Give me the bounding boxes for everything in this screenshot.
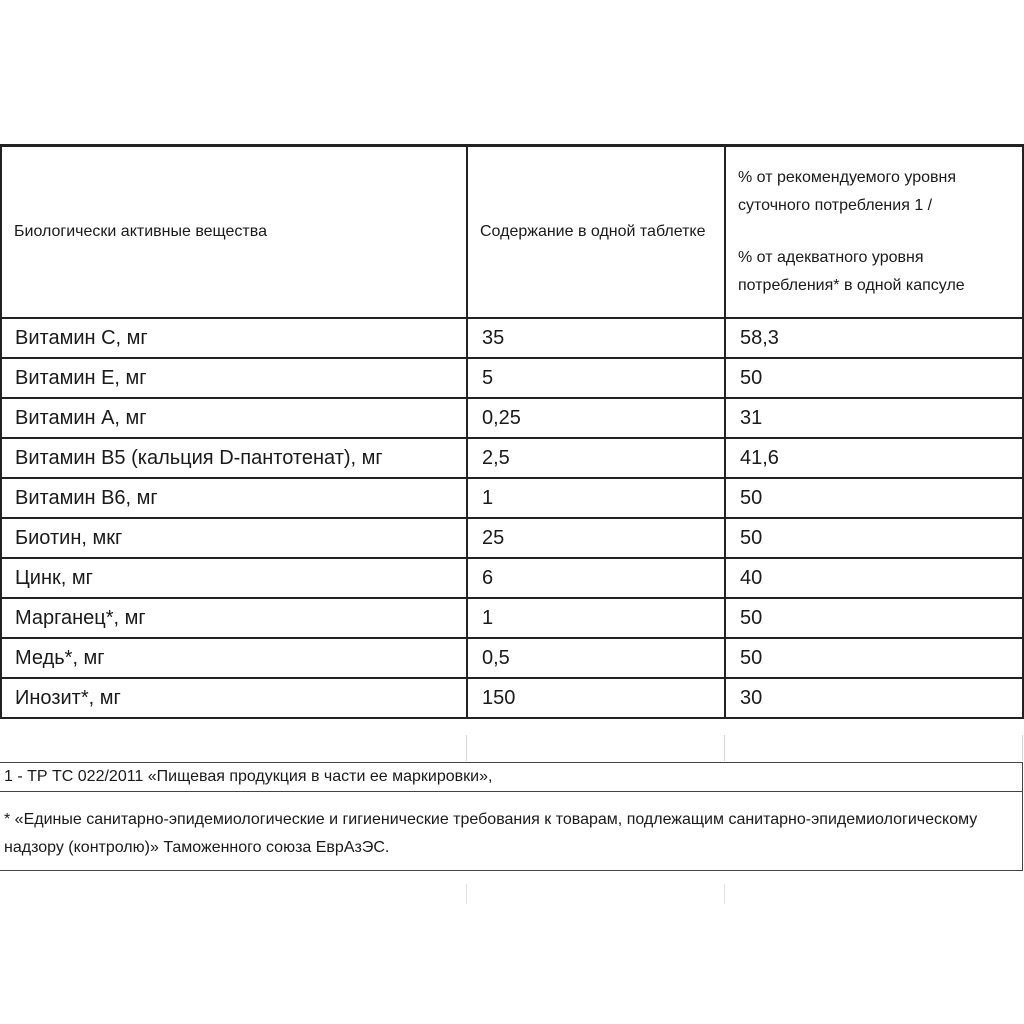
table-row — [1, 358, 1023, 398]
substance-name-cell: Биотин, мкг — [1, 518, 467, 558]
header-spacer — [738, 220, 1010, 244]
table-row — [1, 598, 1023, 638]
grid-line — [724, 735, 725, 761]
table-row — [1, 478, 1023, 518]
percent-value-cell: 50 — [725, 358, 1023, 398]
content-value-cell: 35 — [467, 318, 725, 358]
substance-name-cell: Инозит*, мг — [1, 678, 467, 718]
grid-line — [466, 735, 467, 761]
content-value-cell: 0,25 — [467, 398, 725, 438]
percent-value-cell: 50 — [725, 518, 1023, 558]
percent-value-cell: 31 — [725, 398, 1023, 438]
header-content-per-tablet: Содержание в одной таблетке — [467, 146, 725, 319]
substance-name-cell: Медь*, мг — [1, 638, 467, 678]
substance-name-cell: Витамин А, мг — [1, 398, 467, 438]
substance-name-cell: Марганец*, мг — [1, 598, 467, 638]
table-row — [1, 438, 1023, 478]
percent-value-cell: 50 — [725, 638, 1023, 678]
content-value-cell: 1 — [467, 598, 725, 638]
table-row — [1, 678, 1023, 718]
table-row — [1, 558, 1023, 598]
percent-value-cell: 58,3 — [725, 318, 1023, 358]
table-row — [1, 638, 1023, 678]
content-value-cell: 150 — [467, 678, 725, 718]
substance-name-cell: Витамин В6, мг — [1, 478, 467, 518]
percent-value-cell: 50 — [725, 478, 1023, 518]
table-row — [1, 398, 1023, 438]
substance-name-cell: Витамин В5 (кальция D-пантотенат), мг — [1, 438, 467, 478]
table-row — [1, 518, 1023, 558]
footnote-asterisk: * «Единые санитарно-эпидемиологические и гигиенические требования к товарам, подлежащим санитарно-эпидемиологическому надзору (контролю)» Таможенного союза ЕврАзЭС. — [4, 811, 978, 856]
header-percent-adequate: % от адекватного уровня потребления* в одной капсуле — [738, 249, 965, 294]
grid-line — [1022, 735, 1023, 761]
table-row — [1, 318, 1023, 358]
content-value-cell: 6 — [467, 558, 725, 598]
substance-name-cell: Витамин С, мг — [1, 318, 467, 358]
content-value-cell: 0,5 — [467, 638, 725, 678]
content-value-cell: 2,5 — [467, 438, 725, 478]
percent-value-cell: 41,6 — [725, 438, 1023, 478]
nutrient-table — [0, 144, 1024, 719]
content-value-cell: 1 — [467, 478, 725, 518]
grid-line — [466, 884, 467, 904]
footnotes-block — [0, 762, 1023, 871]
header-percent-daily — [725, 146, 1023, 319]
content-value-cell: 5 — [467, 358, 725, 398]
percent-value-cell: 30 — [725, 678, 1023, 718]
percent-value-cell: 40 — [725, 558, 1023, 598]
footnote-1: 1 - ТР ТС 022/2011 «Пищевая продукция в части ее маркировки», — [0, 763, 1022, 792]
table-body — [1, 318, 1023, 718]
substance-name-cell: Цинк, мг — [1, 558, 467, 598]
table-header-row — [1, 146, 1023, 319]
percent-value-cell: 50 — [725, 598, 1023, 638]
grid-line — [724, 884, 725, 904]
content-value-cell: 25 — [467, 518, 725, 558]
substance-name-cell: Витамин Е, мг — [1, 358, 467, 398]
header-substances: Биологически активные вещества — [1, 146, 467, 319]
header-percent-recommended: % от рекомендуемого уровня суточного потребления 1 / — [738, 169, 956, 214]
